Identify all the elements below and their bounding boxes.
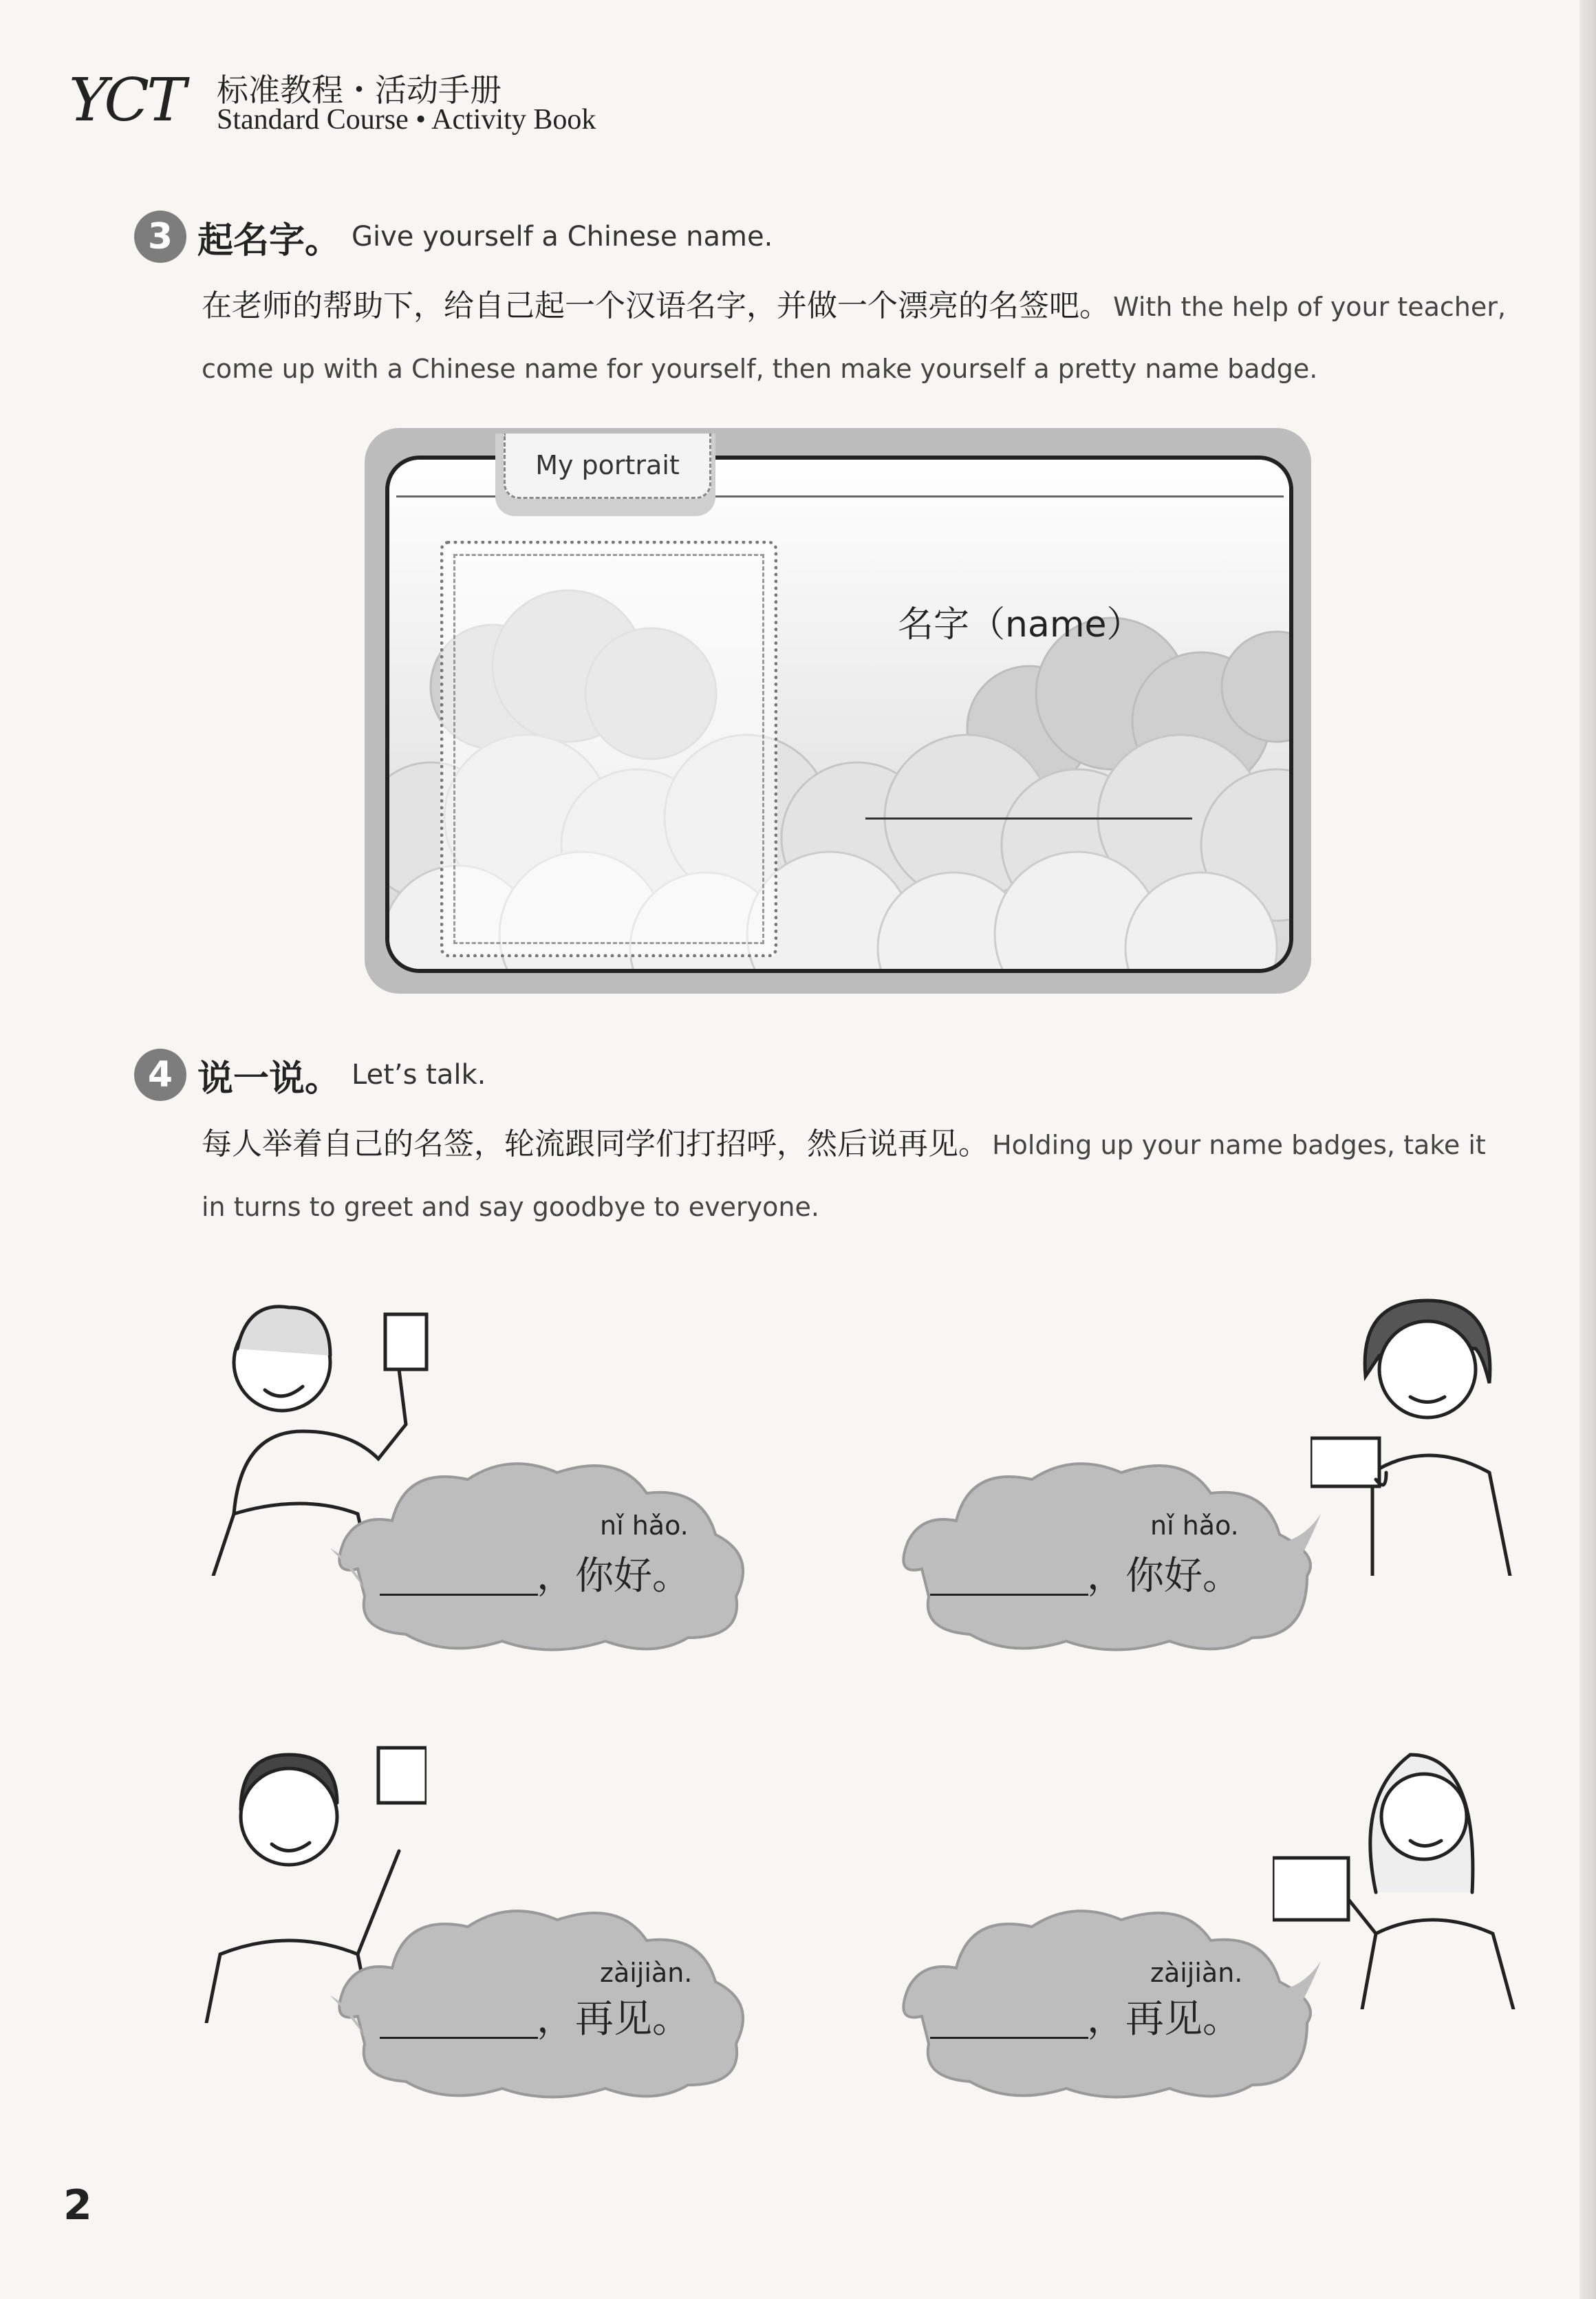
name-write-line[interactable] — [865, 817, 1192, 820]
page-number: 2 — [63, 2181, 92, 2230]
girl-with-badge-illustration — [1311, 1287, 1538, 1576]
instruction-en: With the help of your teacher, come up with a Chinese name for yourself, then make yourself a pretty name badge. — [202, 292, 1506, 384]
speech-bubble-hello-1 — [330, 1452, 757, 1651]
name-blank[interactable] — [930, 2037, 1088, 2039]
section-title-en: Let’s talk. — [352, 1059, 486, 1091]
section-3-instruction — [202, 278, 1516, 403]
section-3-heading — [134, 211, 773, 263]
section-title-en: Give yourself a Chinese name. — [352, 221, 773, 253]
section-title-cn: 说一说。 — [197, 1058, 341, 1100]
pinyin: zàijiàn. — [1150, 1958, 1243, 1988]
portrait-tab-label: My portrait — [504, 434, 711, 499]
portrait-tab — [495, 434, 715, 516]
page-edge — [1579, 0, 1596, 2299]
instruction-cn: 每人举着自己的名签，轮流跟同学们打招呼，然后说再见。 — [202, 1126, 989, 1162]
portrait-photo-border — [453, 554, 764, 944]
section-4-instruction — [202, 1116, 1516, 1241]
name-blank[interactable] — [930, 1594, 1088, 1596]
section-4-heading — [134, 1049, 486, 1101]
yct-logo: YCT — [69, 66, 184, 135]
instruction-en: Holding up your name badges, take it in turns to greet and say goodbye to everyone. — [202, 1130, 1486, 1222]
portrait-photo-area[interactable] — [440, 541, 777, 957]
phrase: ，再见。 — [1087, 1997, 1241, 2042]
phrase: ，你好。 — [537, 1554, 691, 1598]
pinyin: nǐ hǎo. — [600, 1510, 689, 1541]
book-title-cn: 标准教程・活动手册 — [217, 72, 502, 109]
phrase: ，你好。 — [1087, 1554, 1241, 1598]
name-label: 名字（name） — [898, 604, 1143, 645]
name-blank[interactable] — [380, 1594, 538, 1596]
section-title-cn: 起名字。 — [197, 220, 341, 261]
book-title-en: Standard Course • Activity Book — [217, 104, 596, 136]
pinyin: zàijiàn. — [600, 1958, 693, 1988]
speech-bubble-hello-2 — [894, 1452, 1321, 1651]
section-number-badge: 3 — [134, 211, 186, 263]
name-blank[interactable] — [380, 2037, 538, 2039]
phrase: ，再见。 — [537, 1997, 691, 2042]
speech-bubble-goodbye-1 — [330, 1899, 757, 2099]
instruction-cn: 在老师的帮助下，给自己起一个汉语名字，并做一个漂亮的名签吧。 — [202, 288, 1110, 323]
speech-bubble-goodbye-2 — [894, 1899, 1321, 2099]
section-number-badge: 4 — [134, 1049, 186, 1101]
pinyin: nǐ hǎo. — [1150, 1510, 1239, 1541]
